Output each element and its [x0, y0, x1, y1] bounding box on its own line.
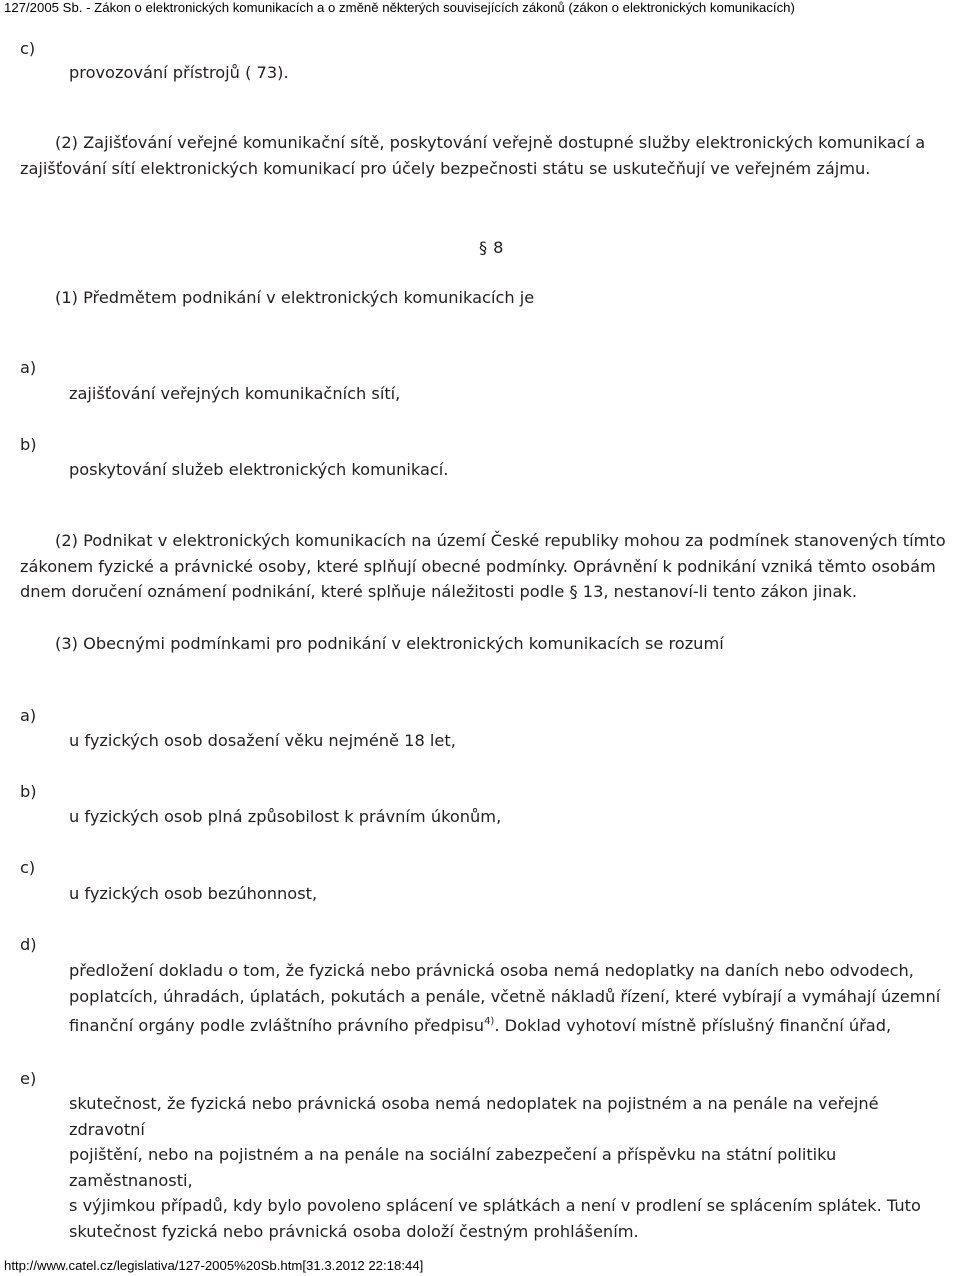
section-heading [479, 235, 503, 261]
list-item-line: předložení dokladu o tom, že fyzická nebo právnická osoba nemá nedoplatky na daních nebo odvodech, [69, 961, 914, 980]
paragraph-2 [20, 528, 960, 605]
section-symbol: § [479, 238, 488, 257]
list-item-text: poskytování služeb elektronických komunikací. [69, 460, 449, 479]
list-marker: a) [20, 706, 37, 725]
section-symbol: § [569, 582, 578, 601]
list-item-text: u fyzických osob bezúhonnost, [69, 884, 318, 903]
list-marker: c) [20, 39, 36, 58]
paragraph-line: (2) Zajišťování veřejné komunikační sítě, poskytování veřejně dostupné služby elektronických komunikací a [55, 133, 926, 152]
list-item-text: zajišťování veřejných komunikačních sítí, [69, 384, 401, 403]
list-item-text: provozování přístrojů ( 73). [69, 63, 289, 82]
list-item-line: poplatcích, úhradách, úplatách, pokutách a penále, včetně nákladů řízení, které vybírají a vymáhají územní [69, 986, 941, 1006]
page-footer-url: http://www.catel.cz/legislativa/127-2005%20Sb.htm[31.3.2012 22:18:44] [4, 1258, 424, 1273]
footnote-reference: 4) [484, 1016, 495, 1027]
list-item-line: skutečnost fyzická nebo právnická osoba doloží čestným prohlášením. [69, 1221, 639, 1241]
list-item-text: u fyzických osob plná způsobilost k právním úkonům, [69, 807, 502, 826]
page-header: 127/2005 Sb. - Zákon o elektronických komunikacích a o změně některých souvisejících zákonů (zákon o elektronických komunikacích) [4, 0, 795, 15]
list-marker: e) [20, 1069, 37, 1088]
paragraph-1: (1) Předmětem podnikání v elektronických komunikacích je [55, 288, 535, 307]
list-marker: b) [20, 435, 37, 454]
paragraph-line: (2) Podnikat v elektronických komunikacích na území České republiky mohou za podmínek stanovených tímto [55, 531, 946, 550]
list-marker: a) [20, 358, 37, 377]
paragraph-line: zákonem fyzické a právnické osoby, které splňují obecné podmínky. Oprávnění k podnikání vzniká těmto osobám [20, 556, 936, 576]
paragraph-2-upper [20, 130, 960, 181]
paragraph-line: zajišťování sítí elektronických komunikací pro účely bezpečnosti státu se uskutečňují ve veřejném zájmu. [20, 158, 871, 178]
list-item-text: u fyzických osob dosažení věku nejméně 18 let, [69, 731, 456, 750]
list-item-line: s výjimkou případů, kdy bylo povoleno splácení ve splátkách a není v prodlení se splácením splátek. Tuto [69, 1196, 921, 1215]
list-item-text [69, 958, 959, 1039]
list-item-line: skutečnost, že fyzická nebo právnická osoba nemá nedoplatek na pojistném a na penále na veřejné zdravotní [69, 1094, 879, 1139]
list-item-text [69, 1091, 959, 1244]
list-item-line: finanční orgány podle zvláštního právního předpisu [69, 1016, 485, 1035]
list-marker: c) [20, 858, 36, 877]
paragraph-line: 13, nestanoví-li tento zákon jinak. [577, 582, 857, 601]
section-number: 8 [493, 238, 504, 257]
list-marker: b) [20, 782, 37, 801]
list-marker: d) [20, 935, 37, 954]
paragraph-3: (3) Obecnými podmínkami pro podnikání v elektronických komunikacích se rozumí [55, 634, 724, 653]
list-item-line: pojištění, nebo na pojistném a na penále na sociální zabezpečení a příspěvku na státní politiku zaměstnanosti, [69, 1145, 837, 1190]
list-item-line: . Doklad vyhotoví místně příslušný finanční úřad, [494, 1016, 892, 1035]
paragraph-line: dnem doručení oznámení podnikání, které splňuje náležitosti podle [20, 582, 565, 601]
